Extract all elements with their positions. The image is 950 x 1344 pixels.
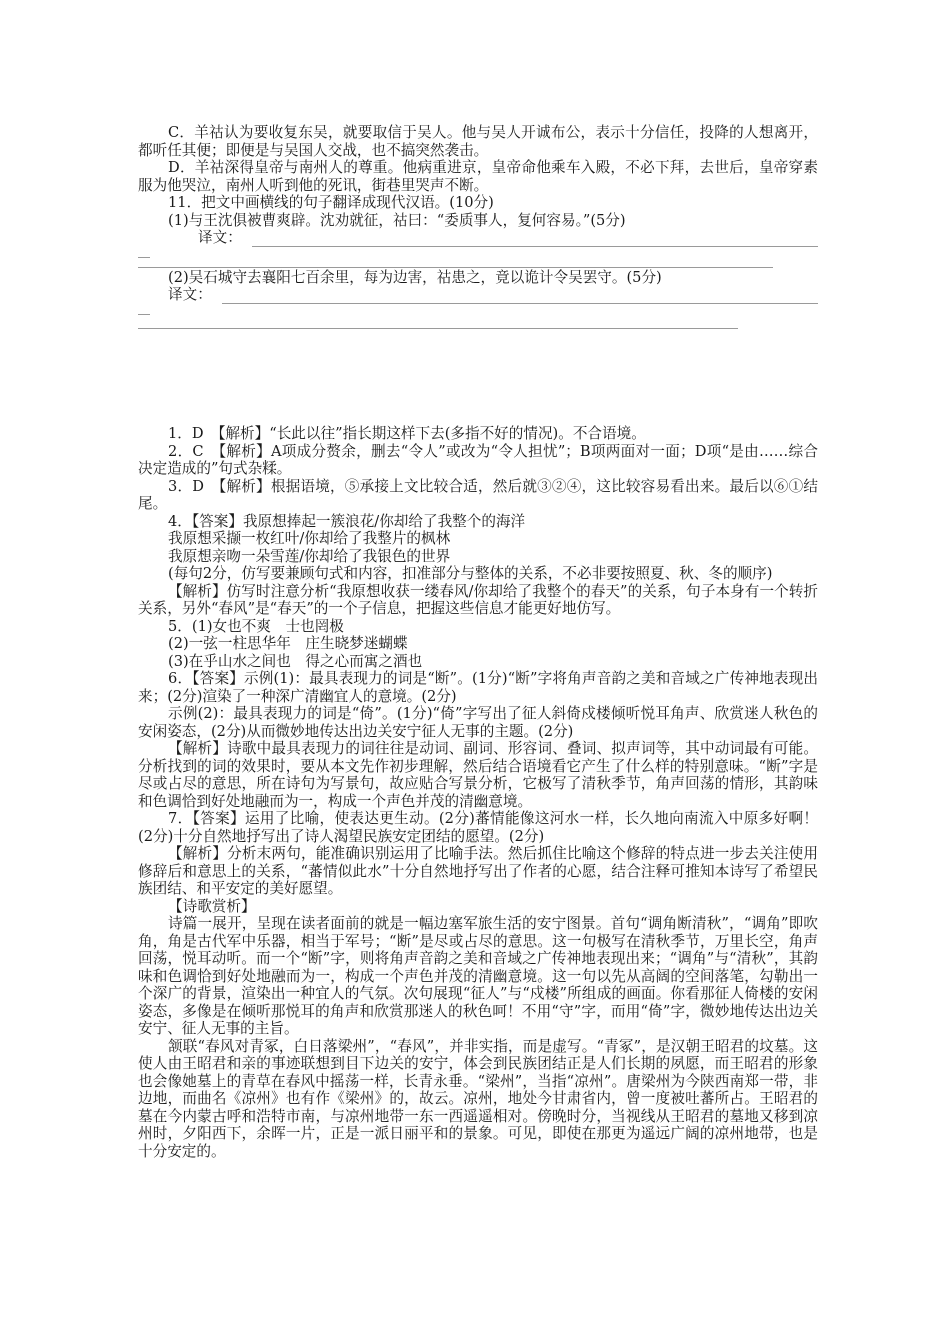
sentence-2: (2)吴石城守去襄阳七百余里，每为边害，祜患之，竟以诡计令吴罢守。(5分) [168,268,662,286]
answer-paragraph: (每句2分，仿写要兼顾句式和内容，扣准部分与整体的关系，不必非要按照夏、秋、冬的顺序) [168,565,773,582]
answer-line-1[interactable] [138,229,818,247]
option-d: D．羊祜深得皇帝与南州人的尊重。他病重进京，皇帝命他乘车入殿，不必下拜，去世后，皇帝穿素服为他哭泣，南州人听到他的死讯，街巷里哭声不断。 [138,159,818,194]
question-section [138,124,818,329]
answer-paragraph: 4．【答案】我原想捧起一簇浪花/你却给了我整个的海洋 [168,512,526,530]
answer-rule-2-tail [138,306,150,315]
answer-paragraph: 示例(2)：最具表现力的词是“倚”。(1分)“倚”字写出了征人斜倚戍楼倾听悦耳角声、欣赏迷人秋色的安闲姿态，(2分)从而微妙地传达出边关安宁征人无事的主题。(2分) [138,705,818,740]
answer-paragraph: 【解析】诗歌中最具表现力的词往往是动词、副词、形容词、叠词、拟声词等，其中动词最有可能。分析找到的词的效果时，要从本文先作初步理解，然后结合语境看它产生了什么样的特别意味。“断”字是尽或占尽的意思，所在诗句为写景句，故应贴合写景分析，它极写了清秋季节，角声回荡的情形，其韵味和色调恰到好处地融而为一，构成一个声色并茂的清幽意境。 [138,740,818,810]
answer-paragraph: 6．【答案】示例(1)：最具表现力的词是“断”。(1分)“断”字将角声音韵之美和音域之广传神地表现出来；(2分)渲染了一种深广清幽宜人的意境。(2分) [138,670,818,705]
answer-rule-2 [222,291,818,304]
answer-rule-1b [138,258,773,268]
answer-paragraph: (2)一弦一柱思华年 庄生晓梦迷蝴蝶 [168,635,408,652]
answer-line-2[interactable] [138,286,818,304]
answer-paragraph: 2．C 【解析】A项成分赘余，删去“令人”或改为“令人担忧”；B项两面对一面；D项“是由……综合决定造成的”句式杂糅。 [138,442,818,477]
sentence-1: (1)与王沈俱被曹爽辟。沈劝就征，祜曰：“委质事人，复何容易。”(5分) [168,211,626,229]
question-11: 11．把文中画横线的句子翻译成现代汉语。(10分) [168,194,494,211]
answer-rule-2b [138,327,738,329]
option-c: C．羊祜认为要收复东吴，就要取信于吴人。他与吴人开诚布公，表示十分信任，投降的人想离开，都听任其便；即便是与吴国人交战，也不搞突然袭击。 [138,124,818,159]
answer-paragraph: (3)在乎山水之间也 得之心而寓之酒也 [168,652,423,670]
answer-label-1: 译文： [198,229,242,246]
answer-key-section [138,425,818,1160]
answer-paragraph: 3．D 【解析】根据语境，⑤承接上文比较合适，然后就③②④，这比较容易看出来。最后以⑥①结尾。 [138,477,818,512]
answer-label-2: 译文： [168,286,212,303]
answer-rule-1-tail [138,249,150,258]
answer-paragraph: 【解析】仿写时注意分析“我原想收获一缕春风/你却给了我整个的春天”的关系，句子本身有一个转折关系，另外“春风”是“春天”的一个子信息，把握这些信息才能更好地仿写。 [138,582,818,617]
answer-paragraph: 【解析】分析末两句，能准确识别运用了比喻手法。然后抓住比喻这个修辞的特点进一步去关注使用修辞后和意思上的关系，“蕃情似此水”十分自然地抒写出了作者的心愿，结合注释可推知本诗写了希望民族团结、和平安定的美好愿望。 [138,845,818,897]
answer-rule-1 [252,234,818,247]
answer-paragraph: 颔联“春风对青冢，白日落梁州”，“春风”，并非实指，而是虚写。“青冢”，是汉朝王昭君的坟墓。这使人由王昭君和亲的事迹联想到目下边关的安宁，体会到民族团结正是人们长期的夙愿，而王昭君的形象也会像她墓上的青草在春风中摇荡一样，长青永垂。“梁州”，当指“凉州”。唐梁州为今陕西南郑一带，非边地，而曲名《凉州》也有作《梁州》的，故云。凉州，地处今甘肃省内，曾一度被吐蕃所占。王昭君的墓在今内蒙古呼和浩特市南，与凉州地带一东一西遥遥相对。傍晚时分，当视线从王昭君的墓地又移到凉州时，夕阳西下，余晖一片，正是一派日丽平和的景象。可见，即使在那更为遥远广阔的凉州地带，也是十分安定的。 [138,1037,818,1160]
answer-paragraph: 我原想亲吻一朵雪莲/你却给了我银色的世界 [168,547,451,565]
answer-paragraph: 7．【答案】运用了比喻，使表达更生动。(2分)蕃情能像这河水一样，长久地向南流入中原多好啊！(2分)十分自然地抒写出了诗人渴望民族安定团结的愿望。(2分) [138,810,818,845]
answer-paragraph: 1．D 【解析】“长此以往”指长期这样下去(多指不好的情况)。不合语境。 [168,425,646,442]
answer-paragraph: 5．(1)女也不爽 士也罔极 [168,617,344,635]
answer-paragraph: 【诗歌赏析】 [168,897,256,915]
answer-paragraph: 我原想采撷一枚红叶/你却给了我整片的枫林 [168,530,451,547]
answer-paragraph: 诗篇一展开，呈现在读者面前的就是一幅边塞军旅生活的安宁图景。首句“调角断清秋”，“调角”即吹角，角是古代军中乐器，相当于军号；“断”是尽或占尽的意思。这一句极写在清秋季节，万里长空，角声回荡，悦耳动听。而一个“断”字，则将角声音韵之美和音域之广传神地表现出来；“调角”与“清秋”，其韵味和色调恰到好处地融而为一，构成一个声色并茂的清幽意境。这一句以先从高阔的空间落笔，勾勒出一个深广的背景，渲染出一种宜人的气氛。次句展现“征人”与“戍楼”所组成的画面。你看那征人倚楼的安闲姿态，多像是在倾听那悦耳的角声和欣赏那迷人的秋色呵！不用“守”字，而用“倚”字，微妙地传达出边关安宁、征人无事的主旨。 [138,915,818,1037]
